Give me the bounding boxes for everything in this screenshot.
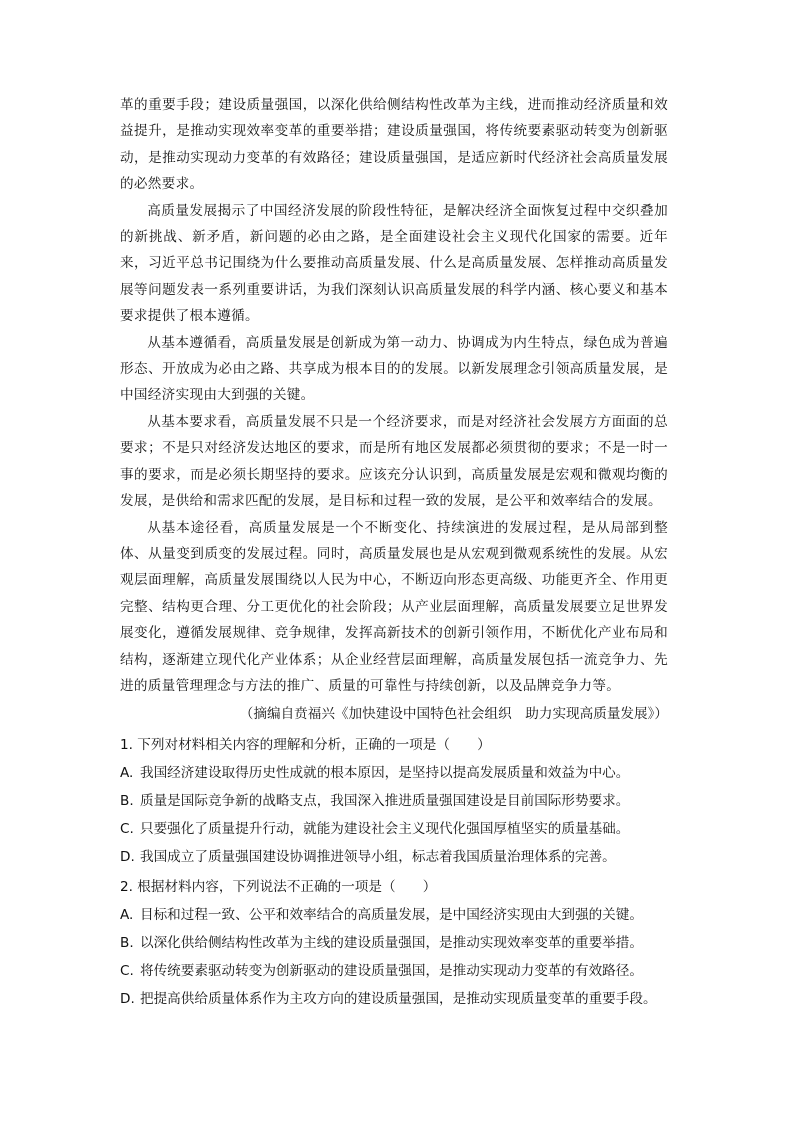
option-text: 把提高供给质量体系作为主攻方向的建设质量强国，是推动实现质量变革的重要手段。 <box>140 991 657 1008</box>
article-paragraph: 革的重要手段；建设质量强国，以深化供给侧结构性改革为主线，进而推动经济质量和效益提升，是推动实现效率变革的重要举措；建设质量强国，将传统要素驱动转变为创新驱动，是推动实现动力变革的有效路径；建设质量强国，是适应新时代经济社会高质量发展的必然要求。 <box>120 97 668 193</box>
document-page <box>120 92 668 1013</box>
article-source: （摘编自贲福兴《加快建设中国特色社会组织 助力实现高质量发展》） <box>239 706 668 723</box>
question-option[interactable] <box>120 843 668 871</box>
option-key: C. <box>120 963 134 980</box>
option-text: 质量是国际竞争新的战略支点，我国深入推进质量强国建设是目前国际形势要求。 <box>140 793 630 810</box>
article-paragraph: 高质量发展揭示了中国经济发展的阶段性特征，是解决经济全面恢复过程中交织叠加的新挑战、新矛盾，新问题的必由之路，是全面建设社会主义现代化国家的需要。近年来，习近平总书记围绕为什么要推动高质量发展、什么是高质量发展、怎样推动高质量发展等问题发表一系列重要讲话，为我们深刻认识高质量发展的科学内涵、核心要义和基本要求提供了根本遵循。 <box>120 202 668 325</box>
question-option[interactable] <box>120 901 668 929</box>
option-text: 我国成立了质量强国建设协调推进领导小组，标志着我国质量治理体系的完善。 <box>140 849 616 866</box>
question-stem: 1. 下列对材料相关内容的理解和分析，正确的一项是（ ） <box>120 737 491 754</box>
option-key: B. <box>120 935 134 952</box>
question-option[interactable] <box>120 985 668 1013</box>
question-1 <box>120 731 668 871</box>
question-stem: 2. 根据材料内容，下列说法不正确的一项是（ ） <box>120 879 437 896</box>
option-key: D. <box>120 991 135 1008</box>
option-text: 将传统要素驱动转变为创新驱动的建设质量强国，是推动实现动力变革的有效路径。 <box>140 963 643 980</box>
question-2 <box>120 873 668 1013</box>
option-text: 只要强化了质量提升行动，就能为建设社会主义现代化强国厚植坚实的质量基础。 <box>140 821 630 838</box>
option-key: A. <box>120 765 134 782</box>
option-key: D. <box>120 849 135 866</box>
question-option[interactable] <box>120 815 668 843</box>
option-key: B. <box>120 793 134 810</box>
option-key: C. <box>120 821 134 838</box>
question-option[interactable] <box>120 759 668 787</box>
article-paragraph: 从基本途径看，高质量发展是一个不断变化、持续演进的发展过程，是从局部到整体、从量变到质变的发展过程。同时，高质量发展也是从宏观到微观系统性的发展。从宏观层面理解，高质量发展围绕以人民为中心，不断迈向形态更高级、功能更齐全、作用更完整、结构更合理、分工更优化的社会阶段；从产业层面理解，高质量发展要立足世界发展变化，遵循发展规律、竞争规律，发挥高新技术的创新引领作用，不断优化产业布局和结构，逐渐建立现代化产业体系；从企业经营层面理解，高质量发展包括一流竞争力、先进的质量管理理念与方法的推广、质量的可靠性与持续创新，以及品牌竞争力等。 <box>120 519 668 694</box>
question-option[interactable] <box>120 957 668 985</box>
option-key: A. <box>120 907 134 924</box>
option-text: 目标和过程一致、公平和效率结合的高质量发展，是中国经济实现由大到强的关键。 <box>140 907 643 924</box>
option-text: 我国经济建设取得历史性成就的根本原因，是坚持以提高发展质量和效益为中心。 <box>140 765 630 782</box>
question-option[interactable] <box>120 787 668 815</box>
article-paragraph: 从基本要求看，高质量发展不只是一个经济要求，而是对经济社会发展方方面面的总要求；不是只对经济发达地区的要求，而是所有地区发展都必须贯彻的要求；不是一时一事的要求，而是必须长期坚持的要求。应该充分认识到，高质量发展是宏观和微观均衡的发展，是供给和需求匹配的发展，是目标和过程一致的发展，是公平和效率结合的发展。 <box>120 413 668 510</box>
option-text: 以深化供给侧结构性改革为主线的建设质量强国，是推动实现效率变革的重要举措。 <box>140 935 643 952</box>
question-option[interactable] <box>120 929 668 957</box>
article-paragraph: 从基本遵循看，高质量发展是创新成为第一动力、协调成为内生特点，绿色成为普遍形态、开放成为必由之路、共享成为根本目的的发展。以新发展理念引领高质量发展，是中国经济实现由大到强的关键。 <box>120 334 668 404</box>
